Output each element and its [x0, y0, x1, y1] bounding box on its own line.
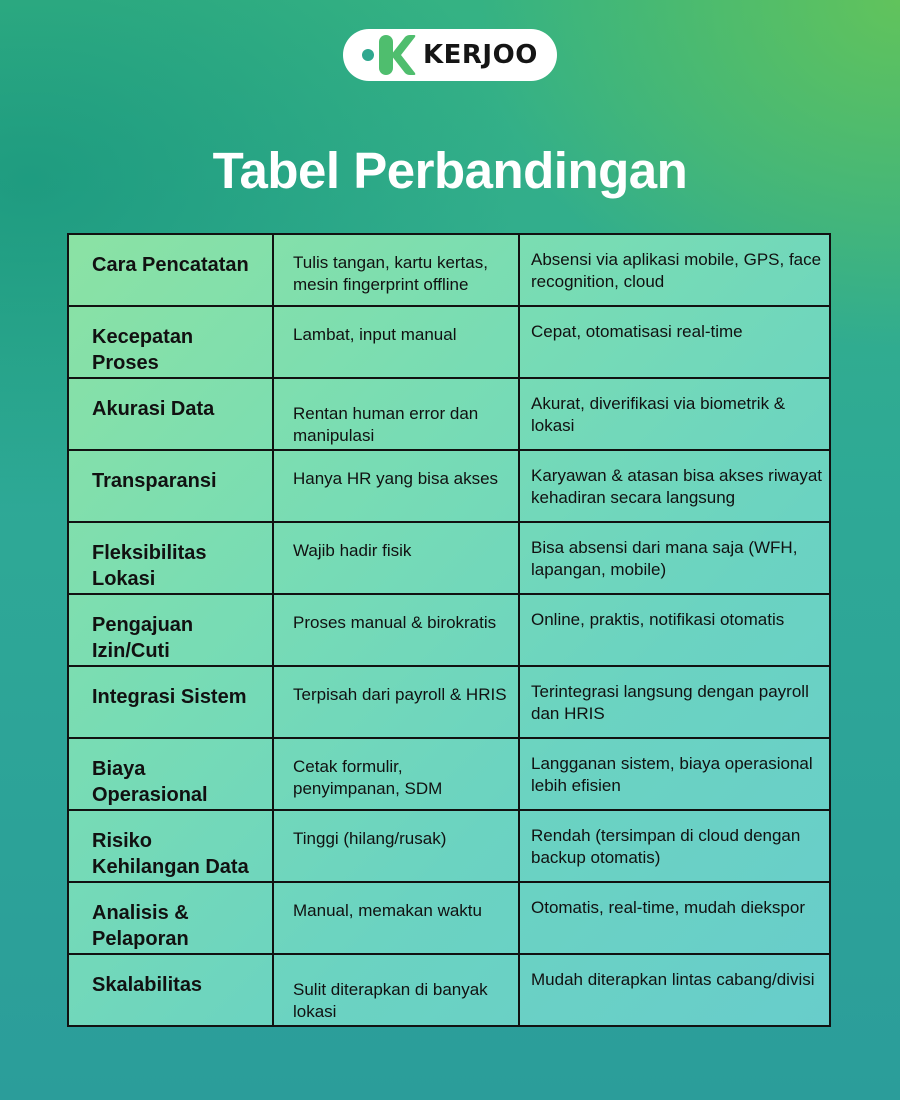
manual-cell: Sulit diterapkan di banyak lokasi [273, 954, 519, 1026]
digital-cell: Terintegrasi langsung dengan payroll dan HRIS [519, 666, 830, 738]
digital-cell: Langganan sistem, biaya operasional lebih efisien [519, 738, 830, 810]
table-row [68, 234, 830, 306]
manual-cell: Tinggi (hilang/rusak) [273, 810, 519, 882]
digital-cell: Karyawan & atasan bisa akses riwayat kehadiran secara langsung [519, 450, 830, 522]
manual-cell: Wajib hadir fisik [273, 522, 519, 594]
row-label: Kecepatan Proses [68, 306, 273, 378]
digital-cell: Online, praktis, notifikasi otomatis [519, 594, 830, 666]
digital-cell: Absensi via aplikasi mobile, GPS, face recognition, cloud [519, 234, 830, 306]
page-title: Tabel Perbandingan [212, 142, 688, 199]
digital-cell: Akurat, diverifikasi via biometrik & lokasi [519, 378, 830, 450]
brand-logo [343, 29, 557, 81]
manual-cell: Hanya HR yang bisa akses [273, 450, 519, 522]
row-label: Akurasi Data [68, 378, 273, 450]
digital-cell: Otomatis, real-time, mudah diekspor [519, 882, 830, 954]
manual-cell: Lambat, input manual [273, 306, 519, 378]
manual-cell: Manual, memakan waktu [273, 882, 519, 954]
table-row [68, 306, 830, 378]
table-row [68, 378, 830, 450]
digital-cell: Rendah (tersimpan di cloud dengan backup otomatis) [519, 810, 830, 882]
kerjoo-k-mark-icon [361, 33, 417, 77]
table-row [68, 882, 830, 954]
digital-cell: Mudah diterapkan lintas cabang/divisi [519, 954, 830, 1026]
digital-cell: Bisa absensi dari mana saja (WFH, lapangan, mobile) [519, 522, 830, 594]
row-label: Biaya Operasional [68, 738, 273, 810]
table-row [68, 594, 830, 666]
row-label: Pengajuan Izin/Cuti [68, 594, 273, 666]
manual-cell: Cetak formulir, penyimpanan, SDM [273, 738, 519, 810]
comparison-table-panel [67, 233, 829, 1026]
row-label: Fleksibilitas Lokasi [68, 522, 273, 594]
brand-name: KERJOO [423, 40, 538, 70]
manual-cell: Proses manual & birokratis [273, 594, 519, 666]
comparison-table [67, 233, 831, 1027]
manual-cell: Rentan human error dan manipulasi [273, 378, 519, 450]
digital-cell: Cepat, otomatisasi real-time [519, 306, 830, 378]
table-row [68, 666, 830, 738]
table-row [68, 522, 830, 594]
table-row [68, 954, 830, 1026]
row-label: Transparansi [68, 450, 273, 522]
manual-cell: Terpisah dari payroll & HRIS [273, 666, 519, 738]
table-row [68, 738, 830, 810]
row-label: Integrasi Sistem [68, 666, 273, 738]
row-label: Cara Pencatatan [68, 234, 273, 306]
row-label: Skalabilitas [68, 954, 273, 1026]
table-row [68, 810, 830, 882]
manual-cell: Tulis tangan, kartu kertas, mesin fingerprint offline [273, 234, 519, 306]
row-label: Risiko Kehilangan Data [68, 810, 273, 882]
row-label: Analisis & Pelaporan [68, 882, 273, 954]
table-row [68, 450, 830, 522]
